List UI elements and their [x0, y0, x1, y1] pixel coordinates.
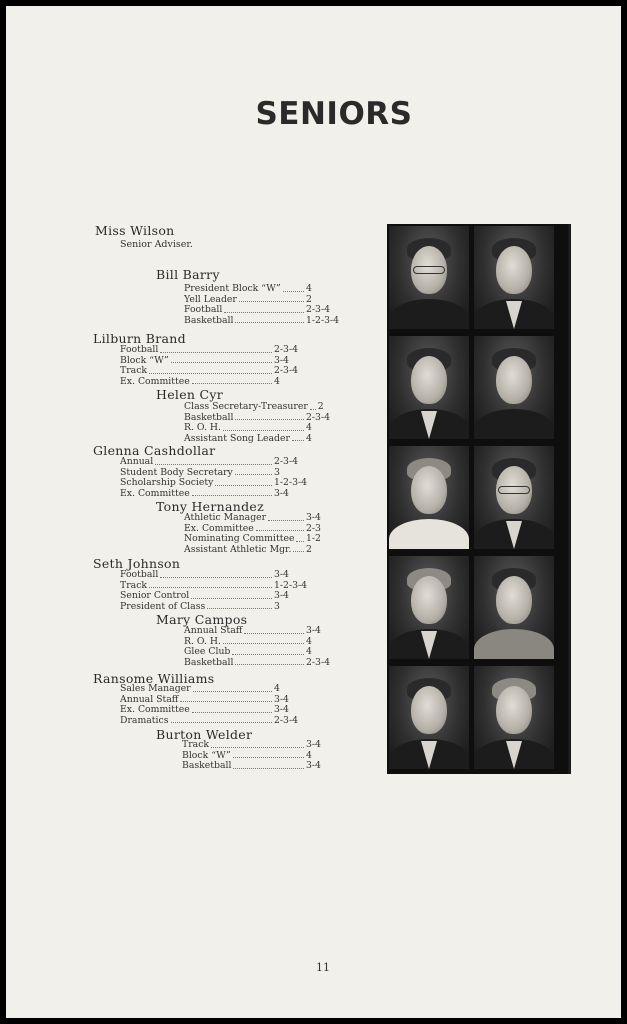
activity-label: President of Class	[120, 600, 206, 612]
senior-name: Lilburn Brand	[93, 331, 186, 346]
activity-label: Glee Club	[184, 646, 231, 658]
dot-leader	[310, 409, 316, 410]
dot-leader	[207, 608, 272, 609]
activity-years: 2	[306, 543, 312, 555]
senior-name: Helen Cyr	[156, 387, 224, 402]
activity-label: Sales Manager	[120, 683, 191, 694]
activity-label: Football	[184, 304, 223, 316]
activity-label: Track	[120, 579, 148, 591]
dot-leader	[191, 598, 272, 599]
dot-leader	[215, 485, 272, 486]
activity-label: Dramatics	[120, 714, 169, 726]
activity-row	[120, 602, 318, 613]
senior-name: Bill Barry	[156, 267, 220, 282]
dot-leader	[292, 440, 304, 441]
page-number: 11	[316, 961, 330, 974]
activity-row	[120, 570, 318, 581]
activity-row	[120, 716, 318, 727]
senior-name: Tony Hernandez	[156, 499, 264, 514]
activity-label: Basketball	[184, 314, 234, 326]
activity-label: Class Secretary-Treasurer	[184, 401, 308, 412]
dot-leader	[268, 520, 304, 521]
activity-years: 4	[306, 635, 312, 647]
activity-years: 3-4	[274, 590, 289, 602]
activity-years: 3-4	[306, 760, 321, 772]
dot-leader	[155, 464, 272, 465]
activity-label: Football	[120, 569, 159, 580]
dot-leader	[256, 530, 304, 531]
dot-leader	[223, 643, 304, 644]
activity-years: 2-3-4	[274, 344, 299, 355]
activity-years: 4	[306, 432, 312, 444]
activity-years: 2	[317, 401, 324, 412]
activity-label: Basketball	[184, 411, 234, 423]
activity-row	[184, 658, 350, 669]
dot-leader	[244, 633, 304, 634]
activity-label: Assistant Athletic Mgr.	[184, 543, 292, 555]
dot-leader	[224, 312, 304, 313]
adviser-role: Senior Adviser.	[120, 239, 193, 250]
portrait-photo	[474, 226, 554, 329]
activity-label: R. O. H.	[184, 635, 221, 647]
activity-years: 3-4	[306, 512, 321, 523]
activity-years: 3-4	[274, 693, 289, 705]
activity-label: Student Body Secretary	[120, 466, 233, 478]
activity-label: Basketball	[182, 760, 232, 772]
activity-years: 4	[306, 646, 312, 658]
activity-years: 3-4	[274, 354, 289, 366]
activity-years: 1-2	[306, 533, 321, 545]
activity-years: 2-3-4	[306, 304, 331, 316]
activity-row	[184, 316, 350, 327]
senior-name: Burton Welder	[156, 727, 253, 742]
activity-label: Yell Leader	[184, 293, 237, 305]
activity-row	[184, 626, 350, 637]
activity-years: 1-2-3-4	[306, 314, 340, 326]
activity-years: 3-4	[306, 625, 321, 636]
portrait-photo	[389, 556, 469, 659]
yearbook-page	[6, 6, 621, 1018]
activity-row	[120, 457, 318, 468]
activity-label: Annual Staff	[184, 625, 243, 636]
activity-row	[182, 740, 350, 751]
dot-leader	[235, 474, 272, 475]
dot-leader	[149, 587, 272, 588]
portrait-photo	[389, 446, 469, 549]
activity-row	[184, 545, 350, 556]
activity-years: 3-4	[274, 569, 289, 580]
activity-years: 4	[274, 683, 280, 694]
activity-row	[182, 761, 350, 772]
dot-leader	[235, 419, 304, 420]
dot-leader	[160, 577, 272, 578]
activity-years: 4	[306, 749, 312, 761]
dot-leader	[235, 664, 304, 665]
activity-label: Track	[182, 739, 210, 750]
dot-leader	[283, 291, 304, 292]
dot-leader	[171, 722, 273, 723]
senior-name: Ransome Williams	[93, 671, 215, 686]
activity-row	[184, 284, 350, 295]
portrait-photo	[389, 336, 469, 439]
activity-row	[184, 513, 350, 524]
activity-years: 3-4	[306, 739, 321, 750]
portrait-grid	[387, 224, 571, 774]
activity-row	[120, 345, 318, 356]
dot-leader	[192, 712, 272, 713]
activity-label: Assistant Song Leader	[184, 432, 290, 444]
dot-leader	[193, 691, 272, 692]
senior-name: Mary Campos	[156, 612, 248, 627]
senior-name: Glenna Cashdollar	[93, 443, 216, 458]
activity-years: 3-4	[274, 704, 289, 716]
activity-years: 4	[306, 422, 312, 434]
dot-leader	[233, 768, 304, 769]
activity-years: 2-3	[306, 522, 321, 534]
activity-label: Block “W”	[120, 354, 169, 366]
activity-years: 4	[274, 375, 280, 387]
dot-leader	[293, 551, 304, 552]
activity-label: Ex. Committee	[120, 704, 190, 716]
activity-label: Track	[120, 365, 148, 377]
dot-leader	[160, 352, 272, 353]
activity-years: 2-3-4	[274, 714, 299, 726]
portrait-photo	[474, 666, 554, 769]
dot-leader	[149, 373, 272, 374]
activity-label: Ex. Committee	[184, 522, 254, 534]
dot-leader	[180, 701, 272, 702]
dot-leader	[223, 430, 304, 431]
activity-years: 2-3-4	[274, 456, 299, 467]
portrait-photo	[389, 226, 469, 329]
portrait-photo	[474, 556, 554, 659]
activity-label: R. O. H.	[184, 422, 221, 434]
activity-label: Annual	[120, 456, 154, 467]
dot-leader	[232, 654, 304, 655]
activity-label: Scholarship Society	[120, 477, 214, 489]
activity-label: Athletic Manager	[184, 512, 267, 523]
activity-years: 2-3-4	[306, 411, 331, 423]
activity-years: 1-2-3-4	[274, 477, 308, 489]
activity-label: Basketball	[184, 656, 234, 668]
dot-leader	[211, 747, 304, 748]
activity-label: Ex. Committee	[120, 487, 190, 499]
activity-label: Nominating Committee	[184, 533, 295, 545]
activity-years: 3	[274, 600, 280, 612]
activity-row	[120, 489, 318, 500]
activity-label: Senior Control	[120, 590, 190, 602]
activity-row	[184, 402, 350, 413]
activity-years: 2-3-4	[274, 365, 299, 377]
portrait-photo	[474, 336, 554, 439]
dot-leader	[233, 757, 304, 758]
portrait-photo	[474, 446, 554, 549]
dot-leader	[239, 301, 304, 302]
page-title: SENIORS	[255, 96, 413, 132]
activity-label: Annual Staff	[120, 693, 179, 705]
activity-years: 3-4	[274, 487, 289, 499]
senior-name: Seth Johnson	[93, 556, 181, 571]
dot-leader	[192, 495, 272, 496]
portrait-photo	[389, 666, 469, 769]
dot-leader	[296, 541, 304, 542]
activity-label: Block “W”	[182, 749, 231, 761]
activity-label: Ex. Committee	[120, 375, 190, 387]
dot-leader	[192, 383, 272, 384]
activity-years: 2-3-4	[306, 656, 331, 668]
activity-label: President Block “W”	[184, 283, 281, 294]
dot-leader	[171, 362, 272, 363]
adviser-name: Miss Wilson	[95, 223, 175, 238]
activity-years: 3	[274, 466, 280, 478]
activity-label: Football	[120, 344, 159, 355]
activity-years: 4	[306, 283, 312, 294]
activity-years: 2	[306, 293, 312, 305]
activity-years: 1-2-3-4	[274, 579, 308, 591]
activity-row	[120, 377, 318, 388]
activity-row	[120, 684, 318, 695]
dot-leader	[235, 322, 304, 323]
